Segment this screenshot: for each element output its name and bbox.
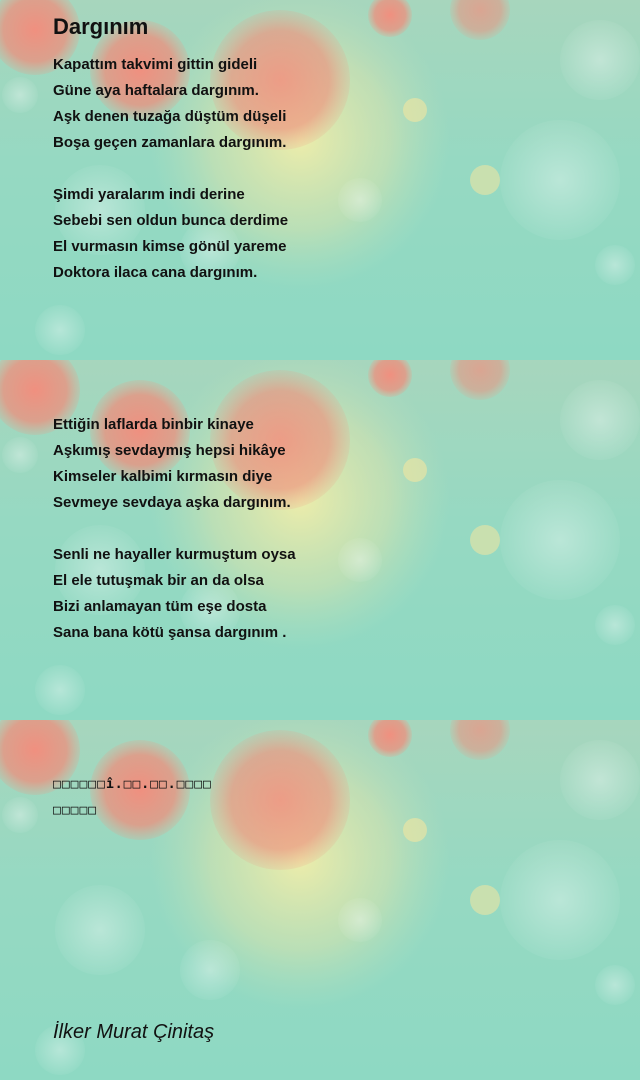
poem-title: Dargınım xyxy=(53,14,149,39)
poem-line: Senli ne hayaller kurmuştum oysa xyxy=(53,546,296,563)
poem-line: Ettiğin laflarda binbir kinaye xyxy=(53,416,254,433)
poem-line: Sana bana kötü şansa dargınım . xyxy=(53,624,287,641)
poem-line: Bizi anlamayan tüm eşe dosta xyxy=(53,598,267,615)
poem-stanza xyxy=(53,52,286,156)
poem-author: İlker Murat Çinitaş xyxy=(53,1021,215,1043)
poem-stanza-garbled xyxy=(53,772,212,824)
poem-line: □□□□□□î.□□.□□.□□□□ xyxy=(53,777,212,792)
poem-stanza xyxy=(53,182,288,286)
poem-line: Güne aya haftalara dargınım. xyxy=(53,82,259,99)
poem-line: Kimseler kalbimi kırmasın diye xyxy=(53,468,273,485)
poem-line: □□□□□ xyxy=(53,803,98,818)
poem-line: Aşkımış sevdaymış hepsi hikâye xyxy=(53,442,286,459)
poem-line: Boşa geçen zamanlara dargınım. xyxy=(53,134,287,151)
poem-line: El ele tutuşmak bir an da olsa xyxy=(53,572,264,589)
poem-line: El vurmasın kimse gönül yareme xyxy=(53,238,287,255)
poem-stanza xyxy=(53,542,296,646)
poem-line: Şimdi yaralarım indi derine xyxy=(53,186,245,203)
poem-line: Doktora ilaca cana dargınım. xyxy=(53,264,258,281)
poem-line: Kapattım takvimi gittin gideli xyxy=(53,56,258,73)
poem-stanza xyxy=(53,412,291,516)
poem-line: Aşk denen tuzağa düştüm düşeli xyxy=(53,108,287,125)
poem-line: Sebebi sen oldun bunca derdime xyxy=(53,212,289,229)
poem-line: Sevmeye sevdaya aşka dargınım. xyxy=(53,494,291,511)
